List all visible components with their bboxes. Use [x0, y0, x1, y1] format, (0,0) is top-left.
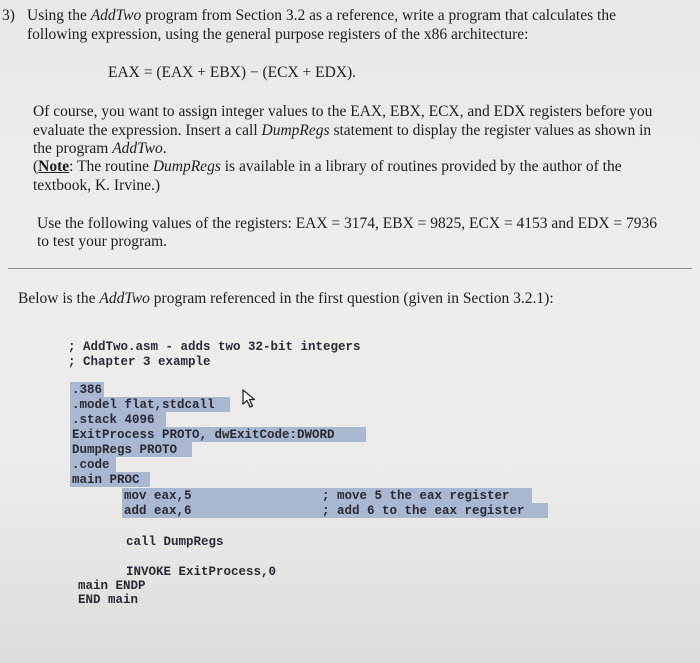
- code-line-exitproto: ExitProcess PROTO, dwExitCode:DWORD: [72, 428, 335, 442]
- code-line-code: .code: [72, 458, 110, 472]
- values-line-2: to test your program.: [37, 233, 168, 250]
- code-line-add: add eax,6: [124, 504, 192, 518]
- values-line-1: Use the following values of the registers: EAX = 3174, EBX = 9825, ECX = 4153 and EDX = 7936: [37, 215, 658, 232]
- code-line-endp: main ENDP: [78, 579, 146, 593]
- note-line-1: (Note: The routine DumpRegs is available in a library of routines provided by the author of the: [33, 158, 622, 175]
- paragraph-line-1: Of course, you want to assign integer values to the EAX, EBX, ECX, and EDX registers before you: [33, 103, 653, 120]
- code-line-386: .386: [72, 383, 103, 397]
- divider: [8, 268, 692, 269]
- code-line-model: .model flat,stdcall: [72, 398, 215, 412]
- equation: EAX = (EAX + EBX) − (ECX + EDX).: [108, 64, 357, 81]
- below-text: Below is the AddTwo program referenced in the first question (given in Section 3.2.1):: [18, 290, 554, 307]
- paragraph-line-2: evaluate the expression. Insert a call DumpRegs statement to display the register values as shown in: [33, 122, 652, 139]
- code-line-end: END main: [78, 593, 139, 607]
- question-number: 3): [2, 7, 15, 24]
- code-line-invoke: INVOKE ExitProcess,0: [126, 565, 277, 579]
- code-comment-2: ; Chapter 3 example: [68, 355, 211, 369]
- paragraph-line-3: the program AddTwo.: [33, 140, 167, 157]
- code-line-mov: mov eax,5: [124, 489, 192, 503]
- question-line-1: Using the AddTwo program from Section 3.2 as a reference, write a program that calculates the: [27, 7, 616, 24]
- note-line-2: textbook, K. Irvine.): [33, 177, 160, 194]
- code-line-call: call DumpRegs: [126, 535, 224, 549]
- code-comment-add: ; add 6 to the eax register: [322, 504, 525, 518]
- code-line-stack: .stack 4096: [72, 413, 155, 427]
- code-line-dumpproto: DumpRegs PROTO: [72, 443, 178, 457]
- code-comment-mov: ; move 5 the eax register: [322, 489, 510, 503]
- code-comment-1: ; AddTwo.asm - adds two 32-bit integers: [68, 340, 361, 354]
- code-line-mainproc: main PROC: [72, 473, 140, 487]
- mouse-pointer-icon: [241, 388, 259, 410]
- question-line-2: following expression, using the general purpose registers of the x86 architecture:: [27, 26, 529, 43]
